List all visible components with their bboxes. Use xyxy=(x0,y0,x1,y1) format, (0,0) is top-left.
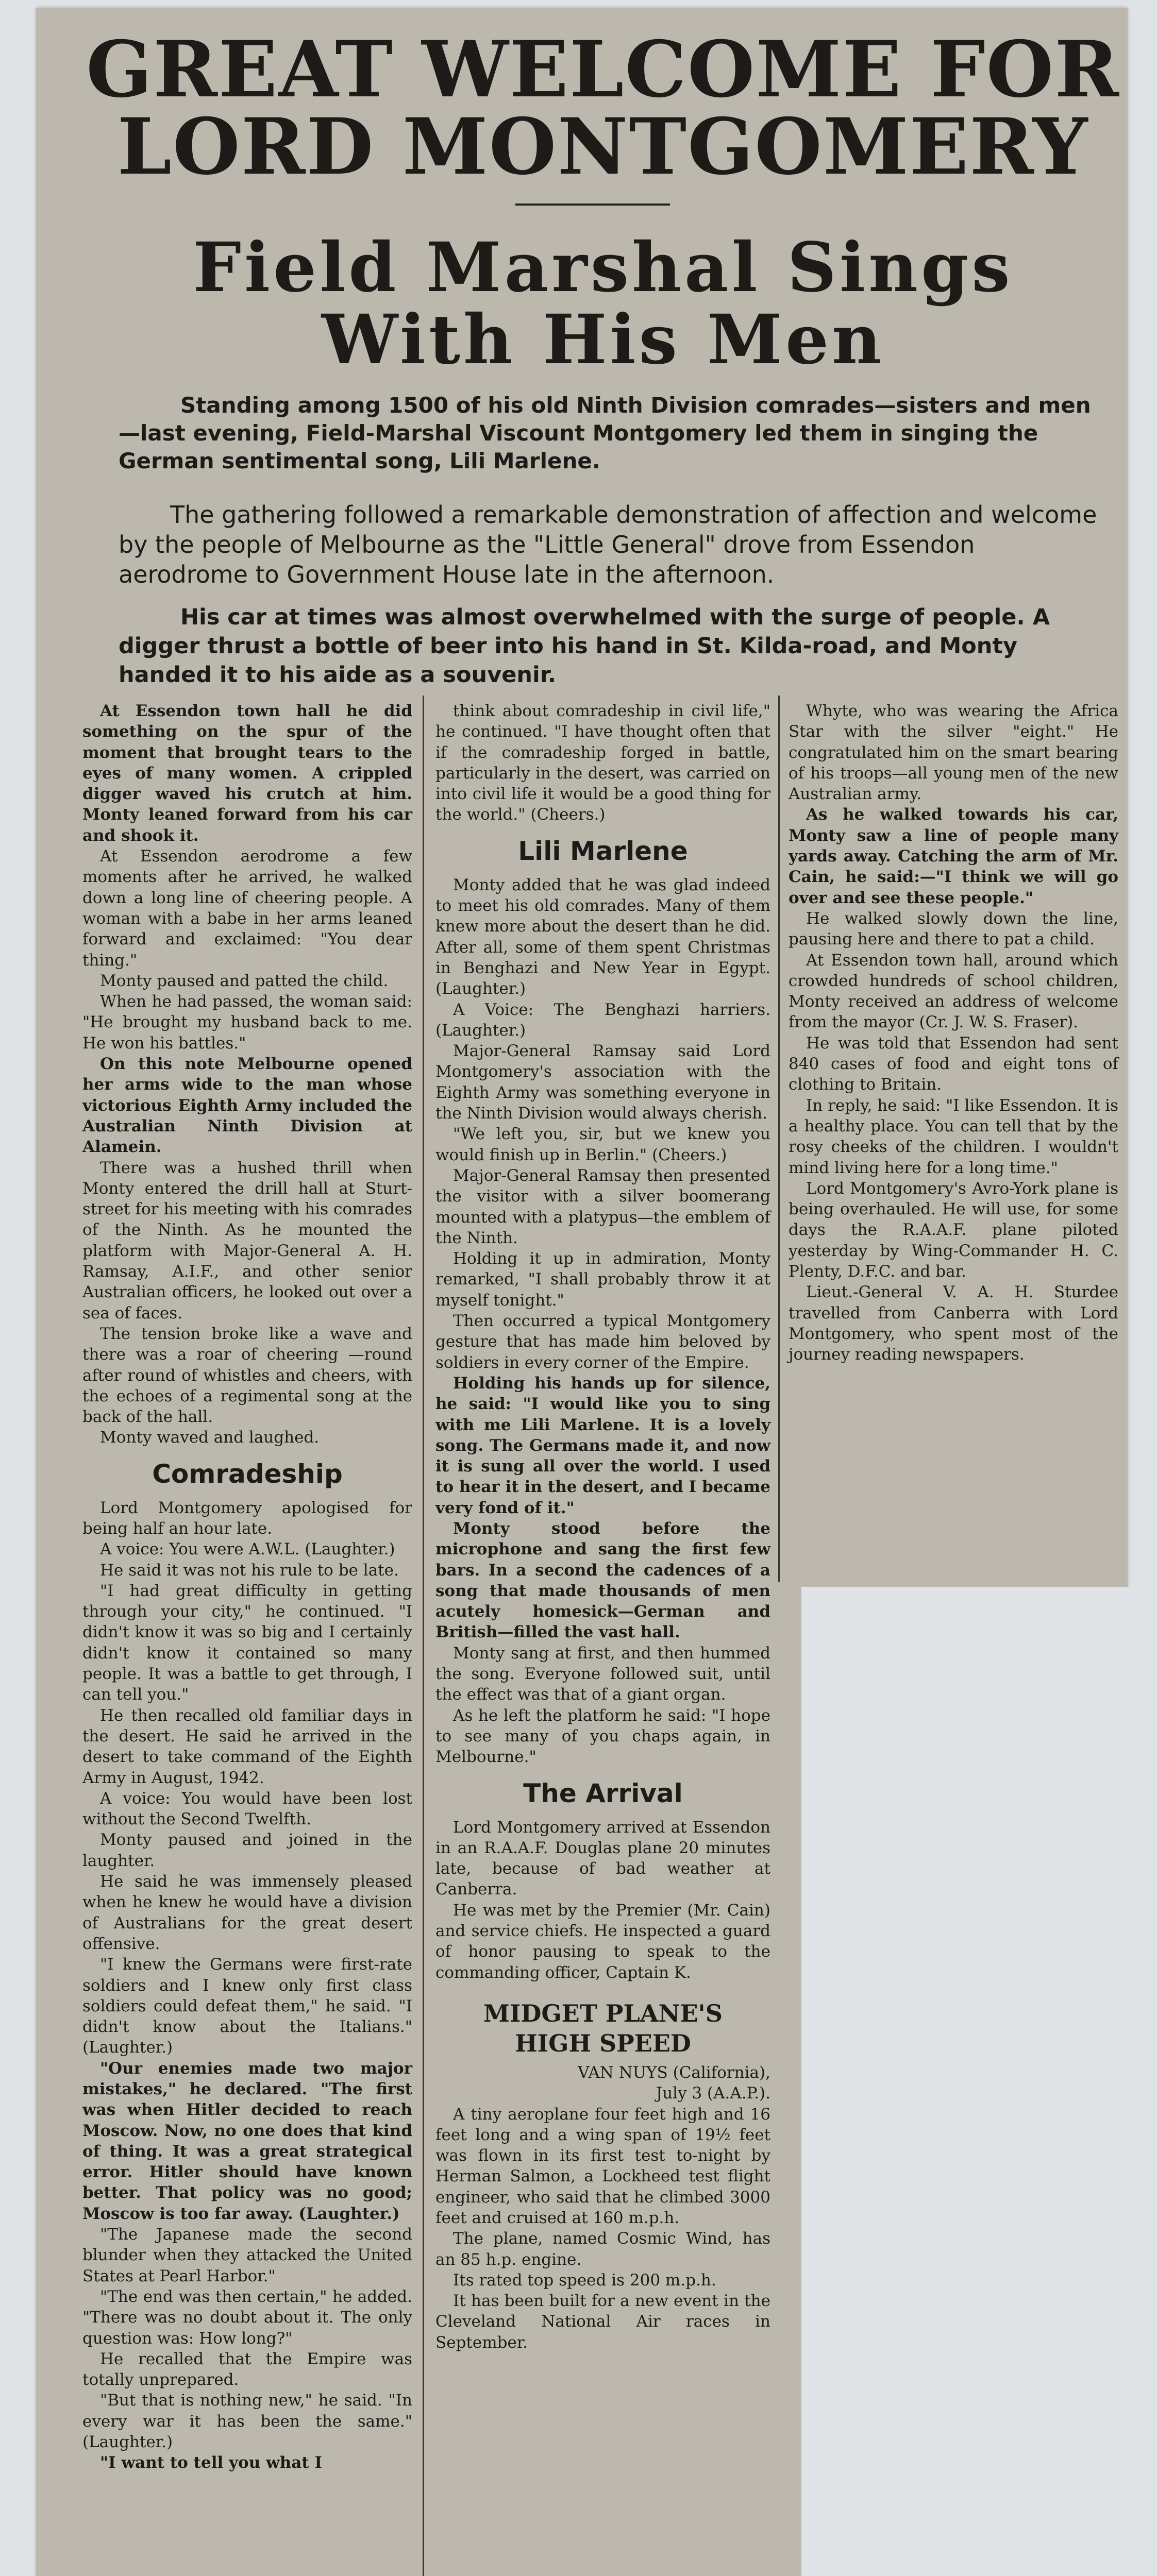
paragraph: As he walked towards his car, Monty saw a line of people many yards away. Catching the arm of Mr. Cain, he said:—"I think we will go over and see these people." xyxy=(789,805,1118,907)
article-column-1 xyxy=(82,701,412,2576)
paragraph: "Our enemies made two major mistakes," he declared. "The first was when Hitler decided to reach Moscow. Now, no one does that kind of thing. It was a great strategical error. Hitler should have known better. That policy was no good; Moscow is too far away. (Laughter.) xyxy=(82,2059,412,2223)
paragraph: Monty added that he was glad indeed to meet his old comrades. Many of them knew more about the desert than he did. After all, some of them spent Christmas in Benghazi and New Year in Egypt. (Laughter.) xyxy=(435,875,770,998)
column-rule-2 xyxy=(778,696,780,1582)
paragraph: Holding his hands up for silence, he said: "I would like you to sing with me Lili Marlene. It is a lovely song. The Germans made it, and now it is sung all over the world. I used to hear it in the desert, and I became very fond of it." xyxy=(435,1374,770,1517)
paragraph: At Essendon town hall, around which crowded hundreds of school children, Monty received an address of welcome from the mayor (Cr. J. W. S. Fraser). xyxy=(789,951,1118,1032)
paragraph: He was told that Essendon had sent 840 cases of food and eight tons of clothing to Britain. xyxy=(789,1033,1118,1094)
paragraph: Lord Montgomery arrived at Essendon in an R.A.A.F. Douglas plane 20 minutes late, because of bad weather at Canberra. xyxy=(435,1818,770,1899)
paragraph: Monty stood before the microphone and sang the first few bars. In a second the cadences of a song that made thousands of men acutely homesick—German and British—filled the vast hall. xyxy=(435,1519,770,1642)
paragraph: Lord Montgomery's Avro-York plane is being overhauled. He will use, for some days the R.A.A.F. plane piloted yesterday by Wing-Commander H. C. Plenty, D.F.C. and bar. xyxy=(789,1179,1118,1281)
article-column-2 xyxy=(435,701,770,2352)
paragraph: At Essendon town hall he did something on the spur of the moment that brought tears to the eyes of many women. A crippled digger waved his crutch at him. Monty leaned forward from his car and shook it. xyxy=(82,702,412,845)
paragraph: Monty waved and laughed. xyxy=(100,1428,320,1447)
paragraph: "The end was then certain," he added. "There was no doubt about it. The only question was: How long?" xyxy=(82,2287,412,2348)
paragraph: Its rated top speed is 200 m.p.h. xyxy=(453,2270,716,2290)
paragraph: As he left the platform he said: "I hope to see many of you chaps again, in Melbourne." xyxy=(435,1706,770,1767)
paragraph: Holding it up in admiration, Monty remarked, "I shall probably throw it at myself tonight." xyxy=(435,1249,770,1310)
dateline-date: July 3 (A.A.P.). xyxy=(656,2084,770,2103)
paragraph: In reply, he said: "I like Essendon. It is a healthy place. You can tell that by the rosy cheeks of the children. I wouldn't mind living here for a long time." xyxy=(789,1096,1118,1177)
paragraph: Lord Montgomery apologised for being half an hour late. xyxy=(82,1498,412,1538)
section-heading-the-arrival: The Arrival xyxy=(523,1778,683,1808)
subhead-line-2: With His Men xyxy=(321,300,885,380)
paragraph: Whyte, who was wearing the Africa Star with the silver "eight." He congratulated him on the smart bearing of his troops—all young men of the new Australian army. xyxy=(789,702,1118,804)
paragraph: Major-General Ramsay said Lord Montgomery's association with the Eighth Army was something everyone in the Ninth Division would always cherish. xyxy=(435,1042,770,1123)
paragraph: He then recalled old familiar days in the desert. He said he arrived in the desert to take command of the Eighth Army in August, 1942. xyxy=(82,1706,412,1787)
lead-paragraph-2: The gathering followed a remarkable demonstration of affection and welcome by the people of Melbourne as the "Little General" drove from Essendon aerodrome to Government House late in the afternoon. xyxy=(119,501,1097,588)
paragraph: A Voice: The Benghazi harriers. (Laughter.) xyxy=(435,1000,770,1040)
paragraph: A voice: You were A.W.L. (Laughter.) xyxy=(100,1540,395,1559)
paragraph: Lieut.-General V. A. H. Sturdee travelled from Canberra with Lord Montgomery, who spent most of the journey reading newspapers. xyxy=(789,1283,1118,1364)
headline-line-2: LORD MONTGOMERY xyxy=(117,101,1089,192)
paragraph: A tiny aeroplane four feet high and 16 feet long and a wing span of 19½ feet was flown in its first test to-night by Herman Salmon, a Lockheed test flight engineer, who said that he climbed 3000 feet and cruised at 160 m.p.h. xyxy=(435,2105,770,2227)
paragraph: Monty sang at first, and then hummed the song. Everyone followed suit, until the effect was that of a giant organ. xyxy=(435,1643,770,1704)
column-rule-1 xyxy=(423,696,424,2576)
sidebar-headline xyxy=(435,1998,770,2058)
article-column-3 xyxy=(789,701,1118,1577)
section-heading-comradeship: Comradeship xyxy=(152,1459,343,1489)
paragraph: The tension broke like a wave and there was a roar of cheering —round after round of whistles and cheers, with the echoes of a regimental song at the back of the hall. xyxy=(82,1324,412,1427)
paragraph: Monty paused and patted the child. xyxy=(100,971,389,990)
paragraph: He was met by the Premier (Mr. Cain) and service chiefs. He inspected a guard of honor pausing to speak to the commanding officer, Captain K. xyxy=(435,1901,770,1982)
paragraph: "The Japanese made the second blunder when they attacked the United States at Pearl Harbor." xyxy=(82,2225,412,2285)
paragraph: think about comradeship in civil life," he continued. "I have thought often that if the comradeship forged in battle, particularly in the desert, was carried on into civil life it would be a good thing for the world." (Cheers.) xyxy=(435,702,770,824)
paragraph: "I had great difficulty in getting through your city," he continued. "I didn't know it was so big and I certainly didn't know it contained so many people. It was a battle to get through, I can tell you." xyxy=(82,1581,412,1704)
paragraph: When he had passed, the woman said: "He brought my husband back to me. He won his battles." xyxy=(82,992,412,1053)
lead-paragraph-3: His car at times was almost overwhelmed with the surge of people. A digger thrust a bottle of beer into his hand in St. Kilda-road, and Monty handed it to his aide as a souvenir. xyxy=(119,604,1050,688)
paragraph: "But that is nothing new," he said. "In every war it has been the same." (Laughter.) xyxy=(82,2391,412,2452)
paragraph: "I want to tell you what I xyxy=(100,2453,322,2472)
paragraph: Monty paused and joined in the laughter. xyxy=(82,1831,412,1870)
paragraph: He walked slowly down the line, pausing here and there to pat a child. xyxy=(789,909,1118,949)
paragraph: He said he was immensely pleased when he knew he would have a division of Australians for the great desert offensive. xyxy=(82,1872,412,1953)
paragraph: There was a hushed thrill when Monty entered the drill hall at Sturt-street for his meeting with his comrades of the Ninth. As he mounted the platform with Major-General A. H. Ramsay, A.I.F., and other senior Australian officers, he looked out over a sea of faces. xyxy=(82,1158,412,1323)
lead-paragraph-1: Standing among 1500 of his old Ninth Division comrades—sisters and men—last evening, Field-Marshal Viscount Montgomery led them in singing the German sentimental song, Lili Marlene. xyxy=(119,393,1091,473)
paragraph: Major-General Ramsay then presented the visitor with a silver boomerang mounted with a platypus—the emblem of the Ninth. xyxy=(435,1166,770,1247)
paragraph: It has been built for a new event in the Cleveland National Air races in September. xyxy=(435,2292,770,2352)
paragraph: He recalled that the Empire was totally unprepared. xyxy=(82,2349,412,2389)
sidebar-headline-line-2: HIGH SPEED xyxy=(515,2029,691,2057)
section-heading-lili-marlene: Lili Marlene xyxy=(518,836,688,866)
subhead-line-1: Field Marshal Sings xyxy=(193,228,1013,308)
sidebar-headline-line-1: MIDGET PLANE'S xyxy=(483,1999,723,2027)
clipping-cutout xyxy=(801,1587,1157,2576)
paragraph: He said it was not his rule to be late. xyxy=(100,1561,399,1580)
headline-rule xyxy=(515,204,670,206)
dateline-place: VAN NUYS (California), xyxy=(578,2063,770,2082)
paragraph: At Essendon aerodrome a few moments after he arrived, he walked down a long line of cheering people. A woman with a babe in her arms leaned forward and exclaimed: "You dear thing." xyxy=(82,847,412,970)
paragraph: On this note Melbourne opened her arms wide to the man whose victorious Eighth Army included the Australian Ninth Division at Alamein. xyxy=(82,1055,412,1157)
paragraph: The plane, named Cosmic Wind, has an 85 h.p. engine. xyxy=(435,2229,770,2269)
headline-line-1: GREAT WELCOME FOR xyxy=(86,24,1120,115)
paragraph: "I knew the Germans were first-rate soldiers and I knew only first class soldiers could defeat them," he said. "I didn't know about the Italians." (Laughter.) xyxy=(82,1955,412,2057)
paragraph: Then occurred a typical Montgomery gesture that has made him beloved by soldiers in every corner of the Empire. xyxy=(435,1312,770,1372)
paragraph: "We left you, sir, but we knew you would finish up in Berlin." (Cheers.) xyxy=(435,1125,770,1164)
paragraph: A voice: You would have been lost without the Second Twelfth. xyxy=(82,1789,412,1829)
